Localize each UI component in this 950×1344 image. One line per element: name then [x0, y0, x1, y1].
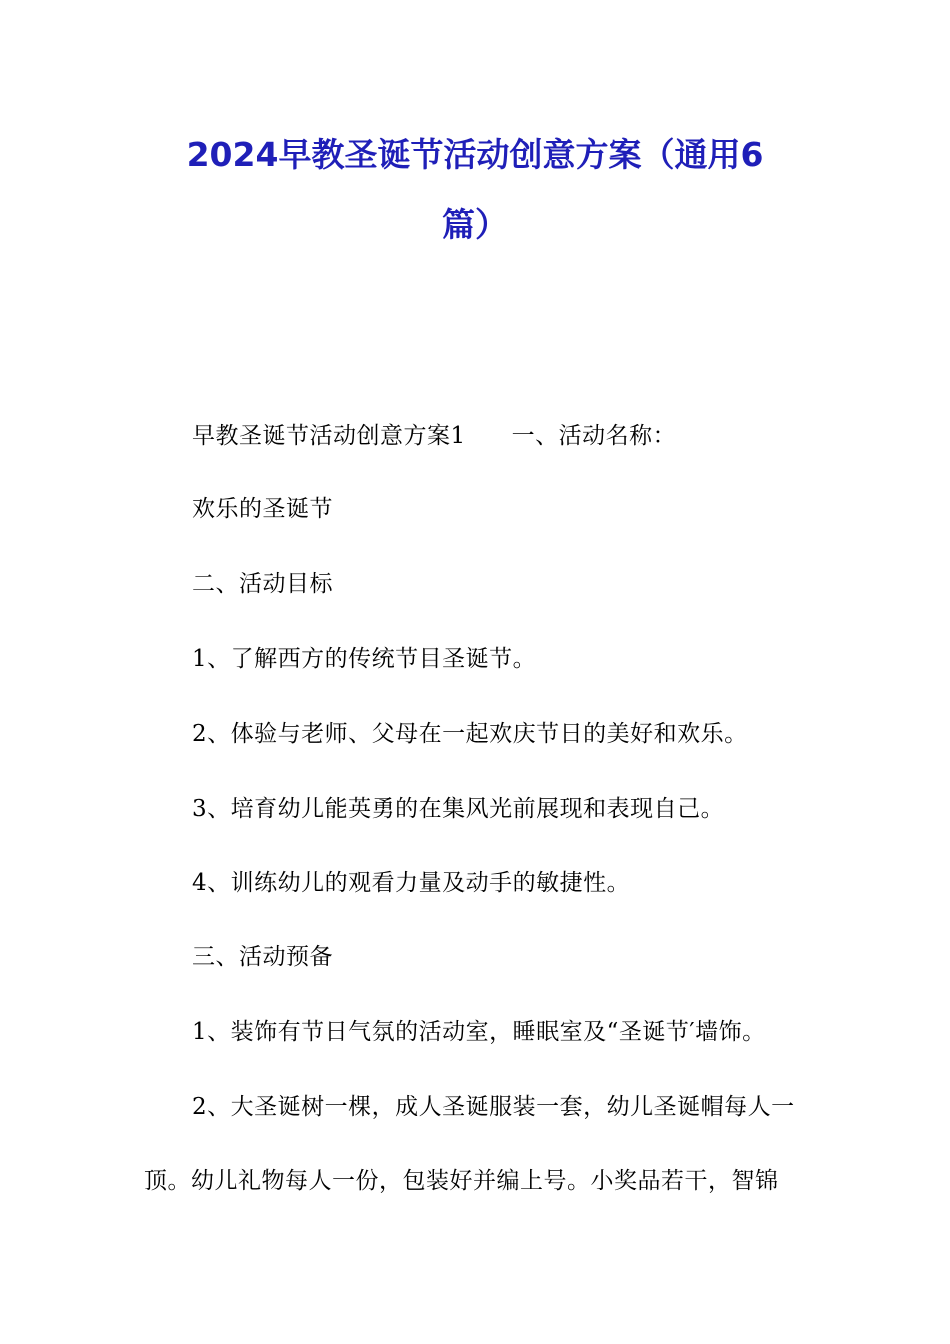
body-line-3: 二、活动目标 [192, 571, 333, 597]
document-title-line-2: 篇） [442, 205, 508, 244]
section-heading: 早教圣诞节活动创意方案1 [192, 423, 466, 449]
body-line-1 [192, 425, 676, 448]
body-line-11: 顶。幼儿礼物每人一份，包装好并编上号。小奖品若干，智锦 [144, 1168, 779, 1194]
body-line-10: 2、大圣诞树一棵，成人圣诞服装一套，幼儿圣诞帽每人一 [192, 1094, 795, 1120]
activity-name-heading: 一、活动名称： [511, 423, 677, 449]
body-line-6: 3、培育幼儿能英勇的在集风光前展现和表现自己。 [192, 796, 725, 822]
body-line-7: 4、训练幼儿的观看力量及动手的敏捷性。 [192, 870, 631, 896]
body-line-4: 1、了解西方的传统节目圣诞节。 [192, 646, 537, 672]
document-title-line-1: 2024早教圣诞节活动创意方案（通用6 [186, 135, 764, 174]
body-line-9: 1、装饰有节日气氛的活动室，睡眠室及“圣诞节′墙饰。 [192, 1019, 766, 1045]
body-line-2: 欢乐的圣诞节 [192, 496, 333, 522]
body-line-8: 三、活动预备 [192, 944, 333, 970]
body-line-5: 2、体验与老师、父母在一起欢庆节日的美好和欢乐。 [192, 721, 748, 747]
